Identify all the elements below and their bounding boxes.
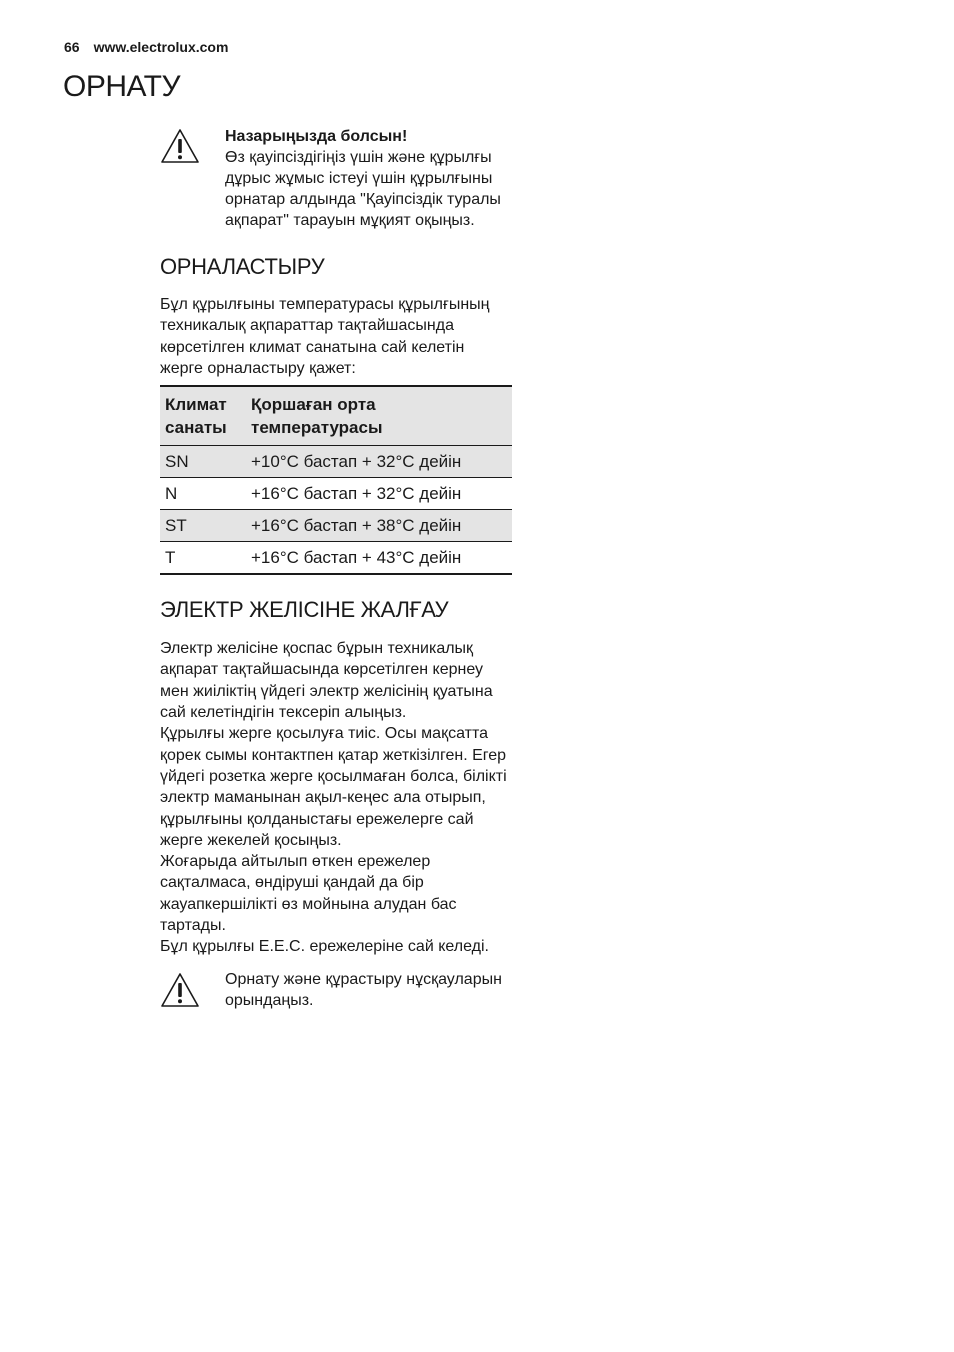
paragraph-line: сай келетіндігін тексеріп алыңыз. [160,704,407,722]
table-row [160,510,512,542]
page-title: ОРНАТУ [63,70,181,103]
content [160,126,512,1011]
electrical-paragraph [160,638,512,957]
paragraph-line: техникалық ақпараттар тақтайшасында [160,317,454,335]
table-row [160,478,512,510]
cell-class: N [160,478,246,510]
paragraph-line: ақпарат тақтайшасында көрсетілген кернеу [160,661,484,679]
paragraph-line: Бұл құрылғыны температурасы құрылғының [160,296,490,313]
page-header [64,39,228,55]
paragraph-line: сақталмаса, өндіруші қандай да бір [160,874,424,892]
table-row [160,542,512,575]
paragraph-line: жерге орналастыру қажет: [160,359,356,377]
paragraph-line: қорек сымы контактпен қатар жеткізілген. Егер [160,746,507,764]
header-climate-class [160,386,246,446]
install-notice-text [225,969,502,1011]
warning-line: дұрыс жұмыс істеуі үшін құрылғыны [225,170,493,187]
warning-icon [160,128,200,164]
paragraph-line: Құрылғы жерге қосылуға тиіс. Осы мақсатта [160,725,488,743]
cell-range: +10°C бастап + 32°C дейін [246,446,512,478]
warning-text [225,126,501,231]
header-text: Климат [165,395,227,415]
header-text: Қоршаған орта температурасы [251,395,383,438]
notice-line: орындаңыз. [225,991,314,1009]
paragraph-line: Бұл құрылғы E.E.C. ережелеріне сай келеді. [160,938,489,956]
paragraph-line: тартады. [160,917,226,935]
cell-class: ST [160,510,246,542]
safety-warning [160,126,512,231]
paragraph-line: құрылғыны қолданыстағы ережелерге сай [160,810,474,828]
cell-class: SN [160,446,246,478]
paragraph-line: мен жиіліктің үйдегі электр желісінің қуатына [160,682,493,700]
page-number: 66 [64,39,80,55]
electrical-heading: ЭЛЕКТР ЖЕЛІСІНЕ ЖАЛҒАУ [160,597,449,623]
paragraph-line: көрсетілген климат санатына сай келетін [160,338,465,356]
climate-table [160,385,512,575]
table-header-row [160,386,512,446]
placement-heading: ОРНАЛАСТЫРУ [160,254,325,279]
header-text: санаты [165,418,227,438]
cell-range: +16°C бастап + 38°C дейін [246,510,512,542]
warning-title: Назарыңызда болсын! [225,128,408,145]
notice-line: Орнату және құрастыру нұсқауларын [225,970,502,988]
paragraph-line: жауапкершілікті өз мойнына алудан бас [160,895,457,913]
cell-range: +16°C бастап + 32°C дейін [246,478,512,510]
warning-line: орнатар алдында "Қауіпсіздік туралы [225,191,501,208]
table-row [160,446,512,478]
paragraph-line: Жоғарыда айтылып өткен ережелер [160,853,431,871]
placement-paragraph [160,294,512,379]
paragraph-line: Электр желісіне қоспас бұрын техникалық [160,640,474,658]
paragraph-line: электр маманынан ақыл-кеңес ала отырып, [160,789,486,807]
warning-line: ақпарат" тарауын мұқият оқыңыз. [225,212,475,229]
site-url: www.electrolux.com [93,39,229,55]
warning-line: Өз қауіпсіздігіңіз үшін және құрылғы [225,149,492,166]
paragraph-line: үйдегі розетка жерге қосылмаған болса, білікті [160,767,507,785]
cell-range: +16°C бастап + 43°C дейін [246,542,512,575]
cell-class: T [160,542,246,575]
install-notice [160,970,512,1011]
paragraph-line: жерге жекелей қосыңыз. [160,831,342,849]
header-ambient-temp [246,386,512,446]
warning-icon [160,972,200,1008]
